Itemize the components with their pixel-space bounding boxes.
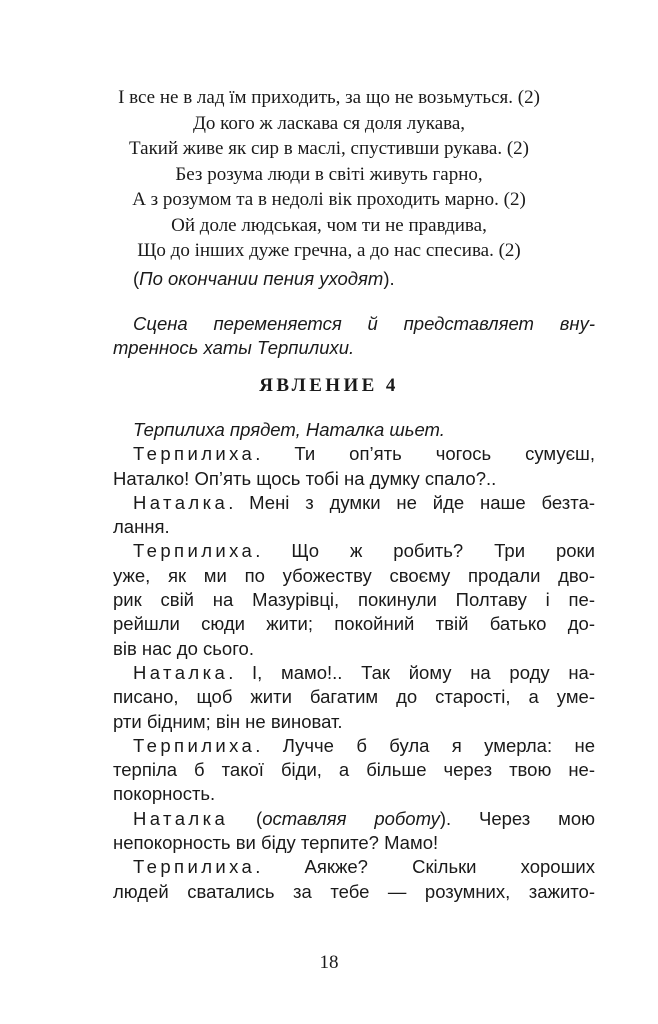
dialogue-line: терпіла б такої біди, а більше через твою не- xyxy=(113,759,595,781)
scene-heading: ЯВЛЕНИЕ 4 xyxy=(259,375,399,396)
song-line: Такий живе як сир в маслі, спустивши рукава. (2) xyxy=(129,138,529,159)
dialogue-line: Наталка. І, мамо!.. Так йому на роду на- xyxy=(133,661,595,683)
stage-line: треннось хаты Терпилихи. xyxy=(113,337,355,359)
dialogue-line: рик свій на Мазурівці, покинули Полтаву і пе- xyxy=(113,589,595,611)
dialogue-line: Терпилиха. Лучче б була я умерла: не xyxy=(133,734,595,756)
song-line: І все не в лад їм приходить, за що не возьмуться. (2) xyxy=(118,87,540,108)
stage-direction-inline: оставляя роботу xyxy=(262,807,440,829)
speaker-terpylykha: Терпилиха xyxy=(133,443,256,465)
dialogue-line: писано, щоб жити багатим до старості, а уме- xyxy=(113,686,595,708)
dialogue-line: лання. xyxy=(113,516,170,538)
speaker-natalka: Наталка xyxy=(133,807,229,829)
stage-direction-scene: Терпилиха прядет, Наталка шьет. xyxy=(133,419,445,440)
speaker-terpylykha: Терпилиха xyxy=(133,734,256,756)
dialogue-line: непокорность ви біду терпите? Мамо! xyxy=(113,832,439,854)
stage-direction-exit xyxy=(113,266,595,291)
stage-direction-scene-change xyxy=(113,312,595,361)
speaker-terpylykha: Терпилиха xyxy=(133,856,256,878)
paren-open: ( xyxy=(133,268,140,289)
song-verse xyxy=(0,85,658,264)
song-line: Без розума люди в світі живуть гарно, xyxy=(175,163,483,185)
dialogue-line: Наталка (оставляя роботу). Через мою xyxy=(133,807,595,829)
dialogue-line: уже, як ми по убожеству своєму продали дво- xyxy=(113,564,595,586)
dialogue-body xyxy=(113,418,595,904)
speaker-terpylykha: Терпилиха xyxy=(133,540,256,562)
song-line: До кого ж ласкава ся доля лукава, xyxy=(192,112,466,134)
dialogue-line: вів нас до сього. xyxy=(113,637,254,659)
page-number: 18 xyxy=(319,952,339,973)
song-line: Ой доле людськая, чом ти не правдива, xyxy=(171,214,487,236)
dialogue-line: Терпилиха. Аякже? Скільки хороших xyxy=(133,856,595,878)
stage-line: Сцена переменяется й представляет вну- xyxy=(133,313,595,334)
song-line: Що до інших дуже гречна, а до нас спесива. (2) xyxy=(137,240,521,261)
dialogue-line: рейшли сюди жити; покойний твій батько до- xyxy=(113,613,595,635)
dialogue-line: Наталка. Мені з думки не йде наше безта- xyxy=(133,491,595,513)
song-line: А з розумом та в недолі вік проходить марно. (2) xyxy=(132,189,526,210)
dialogue-line: Терпилиха. Що ж робить? Три роки xyxy=(133,540,595,562)
dialogue-line: людей сватались за тебе — розумних, зажито- xyxy=(113,880,595,902)
dialogue-line: покорность. xyxy=(113,783,216,805)
dialogue-line: Наталко! Оп’ять щось тобі на думку спало?.. xyxy=(113,467,497,489)
dialogue-line: рти бідним; він не виноват. xyxy=(113,710,343,732)
dialogue-line: Терпилиха. Ти оп’ять чогось сумуєш, xyxy=(133,443,595,465)
stage-direction-text: По окончании пения уходят xyxy=(139,268,384,289)
speaker-natalka: Наталка xyxy=(133,661,229,683)
paren-close: ). xyxy=(383,268,395,289)
speaker-natalka: Наталка xyxy=(133,491,229,513)
